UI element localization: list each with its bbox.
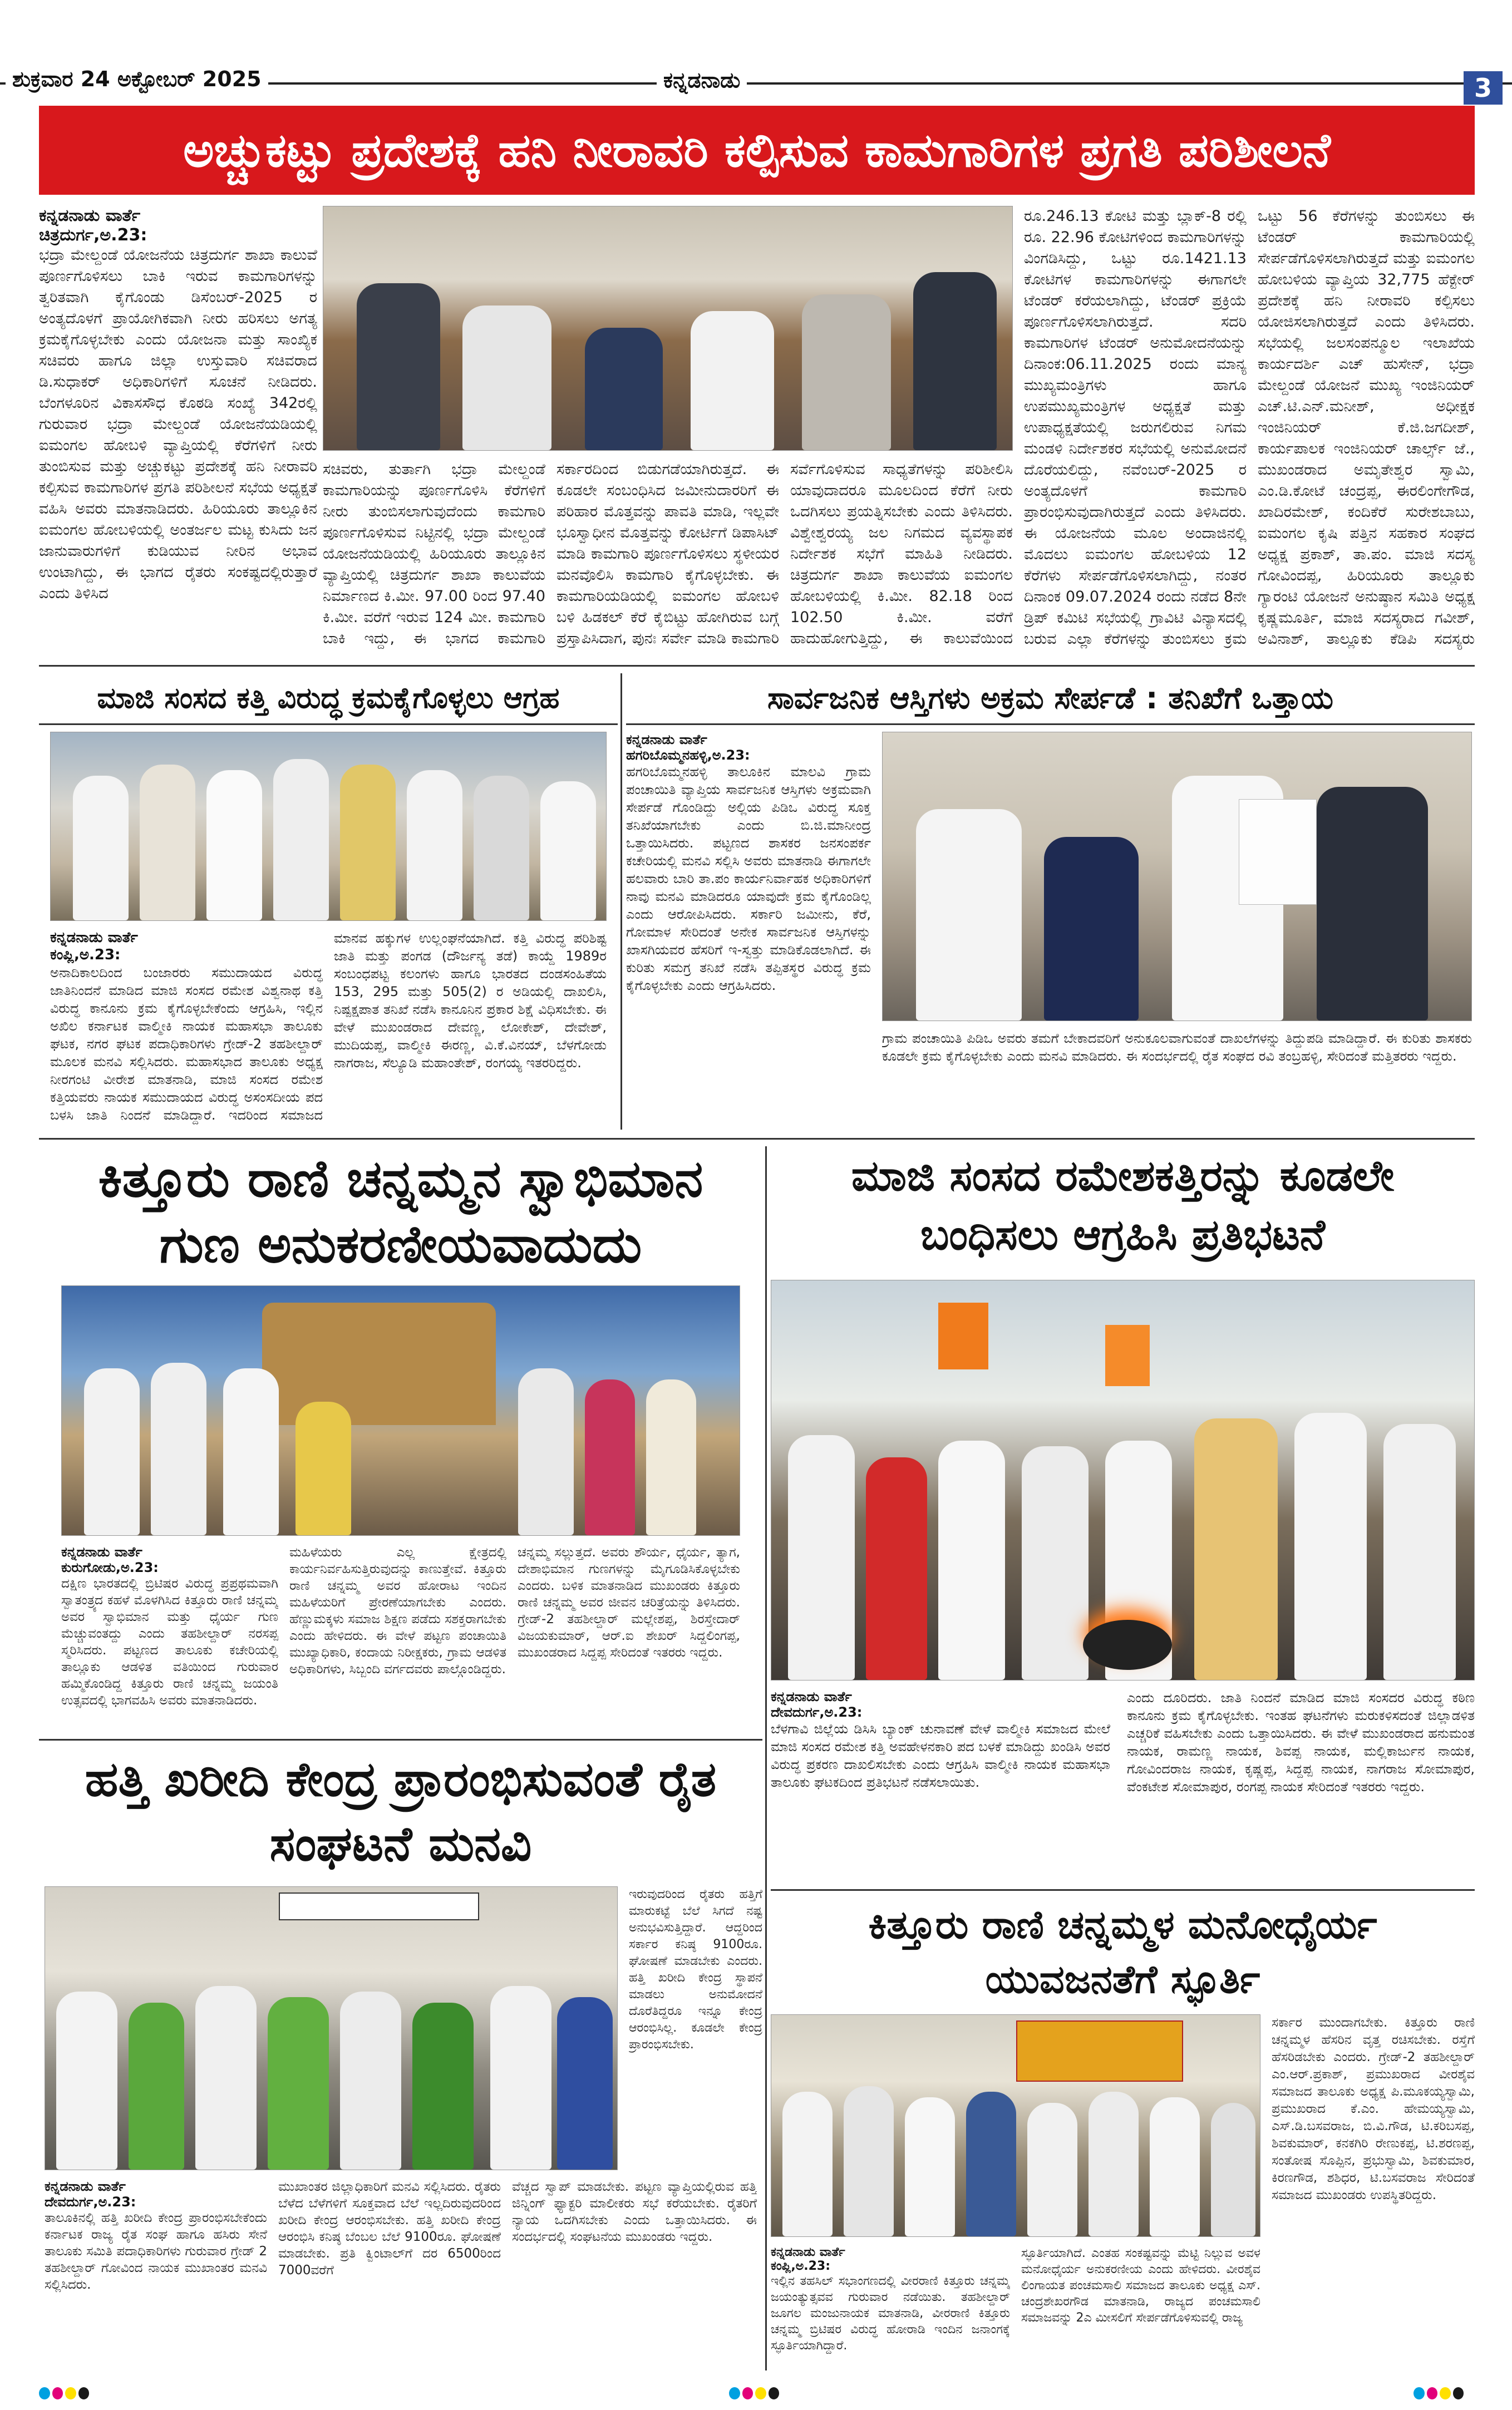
person-figure [1150,2097,1200,2236]
registration-marks-right [1414,2387,1464,2401]
byline: ಕನ್ನಡನಾಡು ವಾರ್ತೆ [50,929,138,946]
byline: ಕನ್ನಡನಾಡು ವಾರ್ತೆ [771,1689,852,1704]
story6-body-2: ಮುಖಾಂತರ ಜಿಲ್ಲಾಧಿಕಾರಿಗೆ ಮನವಿ ಸಲ್ಲಿಸಿದರು. ರೈತರು ಬೆಳೆದ ಬೆಳೆಗಳಿಗೆ ಸೂಕ್ತವಾದ ಬೆಲೆ ಇಲ್ಲದಿರುವುದರಿಂದ ಖರೀದಿ ಕೇಂದ್ರ ಆರಂಭಿಸಬೇಕು. ಹತ್ತಿ ಖರೀದಿ ಕೇಂದ್ರ ಆರಂಭಿಸಿ ಕನಿಷ್ಠ ಬೆಂಬಲ ಬೆಲೆ 9100ರೂ. ಘೋಷಣೆ ಮಾಡಬೇಕು. ಪ್ರತಿ ಕ್ವಿಂಟಾಲ್‌ಗೆ ದರ 6500ರಿಂದ 7000ವರೆಗೆ [278,2180,501,2278]
yellow-dot [65,2387,76,2399]
person-figure [151,1363,206,1535]
story-public-property [626,673,1475,1135]
story7-photo [771,2014,1260,2237]
page-header-band [0,0,1512,50]
dateline: ಹಗರಿಬೊಮ್ಮನಹಳ್ಳಿ,ಅ.23: [626,747,750,763]
section-divider [771,1889,1475,1891]
story6-body-side: ಇರುವುದರಿಂದ ರೈತರು ಹತ್ತಿಗೆ ಮಾರುಕಟ್ಟೆ ಬೆಲೆ ಸಿಗದೆ ನಷ್ಟ ಅನುಭವಿಸುತ್ತಿದ್ದಾರೆ. ಆದ್ದರಿಂದ ಸರ್ಕಾರ ಕನಿಷ್ಠ 9100ರೂ. ಘೋಷಣೆ ಮಾಡಬೇಕು ಎಂದರು. ಹತ್ತಿ ಖರೀದಿ ಕೇಂದ್ರ ಸ್ಥಾಪನೆ ಮಾಡಲು ಅನುಮೋದನೆ ದೊರೆತಿದ್ದರೂ ಇನ್ನೂ ಕೇಂದ್ರ ಆರಂಭಿಸಿಲ್ಲ. ಕೂಡಲೇ ಕೇಂದ್ರ ಪ್ರಾರಂಭಿಸಬೇಕು. [629,1887,762,2052]
byline: ಕನ್ನಡನಾಡು ವಾರ್ತೆ [45,2179,126,2194]
story-chennamma-pride [39,1146,762,1731]
person-figure [56,1992,117,2170]
person-figure [1027,2103,1077,2236]
section-divider [39,665,1475,667]
story6-headline: ಹತ್ತಿ ಖರೀದಿ ಕೇಂದ್ರ ಪ್ರಾರಂಭಿಸುವಂತೆ ರೈತ ಸಂಘಟನೆ ಮನವಿ [85,1752,717,1872]
section-divider [39,1138,1475,1140]
person-figure [73,776,129,920]
story6-photo [45,1886,618,2170]
person-figure [788,1435,855,1680]
person-figure [866,1457,927,1680]
story2-body-2: ಮಾನವ ಹಕ್ಕುಗಳ ಉಲ್ಲಂಘನೆಯಾಗಿದೆ. ಕತ್ತಿ ವಿರುದ್ಧ ಪರಿಶಿಷ್ಟ ಜಾತಿ ಮತ್ತು ಪಂಗಡ (ದೌರ್ಜನ್ಯ ತಡೆ) ಕಾಯ್ದೆ 1989ರ ಸಂಬಂಧಪಟ್ಟ ಕಲಂಗಳು ಹಾಗೂ ಭಾರತದ ದಂಡಸಂಹಿತೆಯ 153, 295 ಮತ್ತು 505(2) ರ ಅಡಿಯಲ್ಲಿ ದಾಖಲಿಸಿ, ನಿಷ್ಪಕ್ಷಪಾತ ತನಿಖೆ ನಡೆಸಿ ಕಾನೂನಿನ ಪ್ರಕಾರ ಶಿಕ್ಷೆ ವಿಧಿಸಬೇಕು. ಈ ವೇಳೆ ಮುಖಂಡರಾದ ದೇವಣ್ಣ, ಲೋಕೇಶ್, ದೇವೇಶ್, ಮುದಿಯಪ್ಪ, ವಾಲ್ಮೀಕಿ ಈರಣ್ಣ, ವಿ.ಕೆ.ವಿನಯ್, ಬೆಳಗೋಡು ನಾಗರಾಜ, ಸೆಲ್ಯೂಡಿ ಮಹಾಂತೇಶ್, ರಂಗಯ್ಯ ಇತರರಿದ್ದರು. [334,930,607,1071]
lead-body-2: ಸಚಿವರು, ತುರ್ತಾಗಿ ಭದ್ರಾ ಮೇಲ್ದಂಡೆ ಕಾಮಗಾರಿಯನ್ನು ಪೂರ್ಣಗೊಳಿಸಿ ಕೆರೆಗಳಿಗೆ ನೀರು ತುಂಬಿಸಲಾಗುವುದೆಂದು ಕಾಮಗಾರಿ ಪೂರ್ಣಗೊಳಿಸುವ ನಿಟ್ಟಿನಲ್ಲಿ ಭದ್ರಾ ಮೇಲ್ದಂಡೆ ಯೋಜನೆಯಡಿಯಲ್ಲಿ ಹಿರಿಯೂರು ತಾಲ್ಲೂಕಿನ ವ್ಯಾಪ್ತಿಯಲ್ಲಿ ಚಿತ್ರದುರ್ಗ ಶಾಖಾ ಕಾಲುವೆಯ ನಿರ್ಮಾಣದ ಕಿ.ಮೀ. 97.00 ರಿಂದ 97.40 ಕಿ.ಮೀ. ವರೆಗೆ ಇರುವ 124 ಮೀ. ಕಾಮಗಾರಿ ಬಾಕಿ ಇದ್ದು, ಈ ಭಾಗದ ಕಾಮಗಾರಿ [323,461,545,647]
story2-body-1: ಅನಾದಿಕಾಲದಿಂದ ಬಂಜಾರರು ಸಮುದಾಯದ ವಿರುದ್ಧ ಜಾತಿನಿಂದನೆ ಮಾಡಿದ ಮಾಜಿ ಸಂಸದ ರಮೇಶ ವಿಶ್ವನಾಥ ಕತ್ತಿ ವಿರುದ್ಧ ಕಾನೂನು ಕ್ರಮ ಕೈಗೊಳ್ಳಬೇಕೆಂದು ಆಗ್ರಹಿಸಿ, ಇಲ್ಲಿನ ಅಖಿಲ ಕರ್ನಾಟಕ ವಾಲ್ಮೀಕಿ ನಾಯಕ ಮಹಾಸಭಾ ತಾಲೂಕು ಘಟಕ, ನಗರ ಘಟಕ ಪದಾಧಿಕಾರಿಗಳು ಗ್ರೇಡ್-2 ತಹಶೀಲ್ದಾರ್ ಮೂಲಕ ಮನವಿ ಸಲ್ಲಿಸಿದರು. ಮಹಾಸಭಾದ ತಾಲೂಕು ಅಧ್ಯಕ್ಷ ನೀರಗಂಟಿ ವೀರೇಶ ಮಾತನಾಡಿ, ಮಾಜಿ ಸಂಸದ ರಮೇಶ ಕತ್ತಿಯವರು ನಾಯಕ ಸಮುದಾಯದ ವಿರುದ್ಧ ಅಸಂಸದೀಯ ಪದ ಬಳಸಿ ಜಾತಿ ನಿಂದನೆ ಮಾಡಿದ್ದಾರೆ. ಇದರಿಂದ ಸಮಾಜದ [50,965,323,1123]
page-number: 3 [1464,71,1503,105]
person-figure [195,1986,257,2170]
story5-body-2: ಎಂದು ದೂರಿದರು. ಜಾತಿ ನಿಂದನೆ ಮಾಡಿದ ಮಾಜಿ ಸಂಸದರ ವಿರುದ್ಧ ಕಠಿಣ ಕಾನೂನು ಕ್ರಮ ಕೈಗೊಳ್ಳಬೇಕು. ಇಂತಹ ಘಟನೆಗಳು ಮರುಕಳಿಸದಂತೆ ಜಿಲ್ಲಾಡಳಿತ ಎಚ್ಚರಿಕೆ ವಹಿಸಬೇಕು ಎಂದು ಒತ್ತಾಯಿಸಿದರು. ಈ ವೇಳೆ ಮುಖಂಡರಾದ ಹನುಮಂತ ನಾಯಕ, ರಾಮಣ್ಣ ನಾಯಕ, ಶಿವಪ್ಪ ನಾಯಕ, ಮಲ್ಲಿಕಾರ್ಜುನ ನಾಯಕ, ಗೋವಿಂದರಾಜ ನಾಯಕ, ಕೃಷ್ಣಪ್ಪ, ಸಿದ್ದಪ್ಪ ನಾಯಕ, ನಾಗರಾಜ ಸೋಮಾಪುರ, ವೆಂಕಟೇಶ ಸೋಮಾಪುರ, ರಂಗಪ್ಪ ನಾಯಕ ಸೇರಿದಂತೆ ಇತರರು ಇದ್ದರು. [1127,1690,1475,1795]
person-figure [407,770,462,920]
lead-article [39,206,1475,657]
person-figure [844,2086,894,2236]
dateline: ಕುರುಗೋಡು,ಅ.23: [61,1560,159,1575]
story2-photo [50,732,607,921]
byline: ಕನ್ನಡನಾಡು ವಾರ್ತೆ [771,2245,845,2259]
story7-headline: ಕಿತ್ತೂರು ರಾಣಿ ಚನ್ನಮ್ಮಳ ಮನೋಧೈರ್ಯ ಯುವಜನತೆಗೆ ಸ್ಫೂರ್ತಿ [868,1902,1377,2002]
person-figure [1317,787,1428,1021]
story2-col1 [50,929,323,1130]
section-divider [39,1739,762,1741]
story5-photo [771,1280,1475,1680]
person-figure [474,776,529,920]
story6-col1 [45,2179,267,2373]
person-figure [268,1997,329,2170]
story4-body-3: ಚನ್ನಮ್ಮ ಸಲ್ಲುತ್ತದೆ. ಅವರು ಶೌರ್ಯ, ಧೈರ್ಯ, ತ್ಯಾಗ, ದೇಶಾಭಿಮಾನ ಗುಣಗಳನ್ನು ಮೈಗೂಡಿಸಿಕೊಳ್ಳಬೇಕು ಎಂದರು. ಬಳಿಕ ಮಾತನಾಡಿದ ಮುಖಂಡರು ಕಿತ್ತೂರು ರಾಣಿ ಚನ್ನಮ್ಮ ಅವರ ಜೀವನ ಚರಿತ್ರೆಯನ್ನು ತಿಳಿಸಿದರು. ಗ್ರೇಡ್-2 ತಹಶೀಲ್ದಾರ್ ಮಲ್ಲೇಶಪ್ಪ, ಶಿರಸ್ತೇದಾರ್ ವಿಜಯಕುಮಾರ್, ಆರ್.ಐ ಶೇಖರ್ ಸಿದ್ದಲಿಂಗಪ್ಪ, ಮುಖಂಡರಾದ ಸಿದ್ದಪ್ಪ ಸೇರಿದಂತೆ ಇತರರು ಇದ್ದರು. [518,1545,740,1660]
dateline: ಕಂಪ್ಲಿ,ಅ.23: [50,947,121,963]
magenta-dot [742,2387,753,2399]
story4-body-2: ಮಹಿಳೆಯರು ಎಲ್ಲ ಕ್ಷೇತ್ರದಲ್ಲಿ ಕಾರ್ಯನಿರ್ವಹಿಸುತ್ತಿರುವುದನ್ನು ಕಾಣುತ್ತೇವೆ. ಕಿತ್ತೂರು ರಾಣಿ ಚನ್ನಮ್ಮ ಅವರ ಹೋರಾಟ ಇಂದಿನ ಮಹಿಳೆಯರಿಗೆ ಪ್ರೇರಣೆಯಾಗಬೇಕು ಎಂದರು. ಹೆಣ್ಣುಮಕ್ಕಳು ಸಮಾಜ ಶಿಕ್ಷಣ ಪಡೆದು ಸಶಕ್ತರಾಗಬೇಕು ಎಂದು ಹೇಳಿದರು. ಈ ವೇಳೆ ಪಟ್ಟಣ ಪಂಚಾಯಿತಿ ಮುಖ್ಯಾಧಿಕಾರಿ, ಕಂದಾಯ ನಿರೀಕ್ಷಕರು, ಗ್ರಾಮ ಆಡಳಿತ ಅಧಿಕಾರಿಗಳು, ಸಿಬ್ಬಂದಿ ವರ್ಗದವರು ಪಾಲ್ಗೊಂಡಿದ್ದರು. [289,1545,506,1677]
cyan-dot [1414,2387,1425,2399]
temple-backdrop [262,1303,496,1425]
person-figure [357,283,440,450]
person-figure [1044,837,1139,1021]
person-figure [340,1992,401,2170]
yellow-dot [1440,2387,1451,2399]
person-figure [462,305,551,450]
person-figure [412,2003,474,2170]
person-figure [540,781,596,920]
story3-headline: ಸಾರ್ವಜನಿಕ ಆಸ್ತಿಗಳು ಅಕ್ರಮ ಸೇರ್ಪಡೆ : ತನಿಖೆಗೆ ಒತ್ತಾಯ [626,673,1475,725]
saffron-flag [938,1303,988,1369]
person-figure [1383,1424,1456,1680]
lead-body-3: ಸರ್ಕಾರದಿಂದ ಬಿಡುಗಡೆಯಾಗಿರುತ್ತದೆ. ಈ ಕೂಡಲೇ ಸಂಬಂಧಿಸಿದ ಜಮೀನುದಾರರಿಗೆ ಈ ಪರಿಹಾರ ಮೊತ್ತವನ್ನು ಪಾವತಿ ಮಾಡಿ, ಇಲ್ಲವೇ ಭೂಸ್ವಾಧೀನ ಮೊತ್ತವನ್ನು ಕೋರ್ಟಿಗೆ ಡಿಪಾಸಿಟ್ ಮಾಡಿ ಕಾಮಗಾರಿ ಪೂರ್ಣಗೊಳಿಸಲು ಸ್ಥಳೀಯರ ಮನವೊಲಿಸಿ ಕಾಮಗಾರಿ ಕೈಗೊಳ್ಳಬೇಕು. ಈ ಕಾಮಗಾರಿಯಡಿಯಲ್ಲಿ ಐಮಂಗಲ ಹೋಬಳಿ ಬಳಿ ಹಿಡಕಲ್ ಕೆರೆ ಕೈಬಿಟ್ಟು ಹೋಗಿರುವ ಬಗ್ಗೆ ಪ್ರಸ್ತಾಪಿಸಿದಾಗ, ಪುನಃ ಸರ್ವೇ ಮಾಡಿ ಕಾಮಗಾರಿ [556,461,779,647]
dateline: ಚಿತ್ರದುರ್ಗ,ಅ.23: [39,225,147,245]
person-figure [223,1368,279,1535]
lead-body-6: ಒಟ್ಟು 56 ಕೆರೆಗಳನ್ನು ತುಂಬಿಸಲು ಈ ಟೆಂಡರ್ ಕಾಮಗಾರಿಯಲ್ಲಿ ಸೇರ್ಪಡೆಗೊಳಿಸಲಾಗಿರುತ್ತದೆ ಮತ್ತು ಐಮಂಗಲ ಹೋಬಳಿಯ ವ್ಯಾಪ್ತಿಯ 32,775 ಹೆಕ್ಟೇರ್ ಪ್ರದೇಶಕ್ಕೆ ಹನಿ ನೀರಾವರಿ ಕಲ್ಪಿಸಲು ಯೋಜಿಸಲಾಗಿರುತ್ತದೆ ಎಂದು ತಿಳಿಸಿದರು. ಸಭೆಯಲ್ಲಿ ಜಲಸಂಪನ್ಮೂಲ ಇಲಾಖೆಯ ಕಾರ್ಯದರ್ಶಿ ಎಚ್ ಹುಸೇನ್, ಭದ್ರಾ ಮೇಲ್ದಂಡೆ ಯೋಜನೆ ಮುಖ್ಯ ಇಂಜಿನಿಯರ್ ಎಚ್.ಟಿ.ಎನ್.ಮನೀಶ್, ಅಧೀಕ್ಷಕ ಇಂಜಿನಿಯರ್ ಕೆ.ಜಿ.ಜಗದೀಶ್, ಕಾರ್ಯಪಾಲಕ ಇಂಜಿನಿಯರ್ ಚಾರ್ಲ್ಸ್ ಜೆ., ಮುಖಂಡರಾದ ಅಮೃತೇಶ್ವರ ಸ್ವಾಮಿ, ಎಂ.ಡಿ.ಕೋಟೆ ಚಂದ್ರಪ್ಪ, ಈರಲಿಂಗೇಗೌಡ, ಖಾದಿರಮೇಶ್, ಕಂದಿಕೆರೆ ಸುರೇಶಬಾಬು, ಐಮಂಗಲ ಕೃಷಿ ಪತ್ತಿನ ಸಹಕಾರ ಸಂಘದ ಅಧ್ಯಕ್ಷ ಪ್ರಕಾಶ್, ತಾ.ಪಂ. ಮಾಜಿ ಸದಸ್ಯ ಗೋವಿಂದಪ್ಪ, ಹಿರಿಯೂರು ತಾಲ್ಲೂಕು ಗ್ಯಾರಂಟಿ ಯೋಜನೆ ಅನುಷ್ಠಾನ ಸಮಿತಿ ಅಧ್ಯಕ್ಷ ಕೃಷ್ಣಮೂರ್ತಿ, ಮಾಜಿ ಸದಸ್ಯರಾದ ಗವೀಶ್, ಅವಿನಾಶ್, ತಾಲ್ಲೂಕು ಕೆಡಿಪಿ ಸದಸ್ಯರು [1258,208,1475,648]
story5-headline: ಮಾಜಿ ಸಂಸದ ರಮೇಶಕತ್ತಿರನ್ನು ಕೂಡಲೇ ಬಂಧಿಸಲು ಆಗ್ರಹಿಸಿ ಪ್ರತಿಭಟನೆ [851,1151,1395,1259]
column-divider [765,1146,767,2370]
issue-date: ಶುಕ್ರವಾರ 24 ಅಕ್ಟೋಬರ್ 2025 [6,66,268,93]
person-figure [782,2092,833,2236]
lead-body-4: ಸರ್ವೆಗೊಳಿಸುವ ಸಾಧ್ಯತೆಗಳನ್ನು ಪರಿಶೀಲಿಸಿ ಯಾವುದಾದರೂ ಮೂಲದಿಂದ ಕೆರೆಗೆ ನೀರು ಒದಗಿಸಲು ಪ್ರಯತ್ನಿಸಬೇಕು ಎಂದು ತಿಳಿಸಿದರು. ವಿಶ್ವೇಶ್ವರಯ್ಯ ಜಲ ನಿಗಮದ ವ್ಯವಸ್ಥಾಪಕ ನಿರ್ದೇಶಕ ಸಭೆಗೆ ಮಾಹಿತಿ ನೀಡಿದರು. ಚಿತ್ರದುರ್ಗ ಶಾಖಾ ಕಾಲುವೆಯ ಐಮಂಗಲ ಹೋಬಳಿಯಲ್ಲಿ ಕಿ.ಮೀ. 82.18 ರಿಂದ 102.50 ಕಿ.ಮೀ. ವರೆಗೆ ಹಾದುಹೋಗುತ್ತಿದ್ದು, ಈ ಕಾಲುವೆಯಿಂದ [790,461,1013,647]
lead-photo-meeting [323,206,1013,451]
person-figure [557,1997,613,2170]
yellow-dot [755,2387,766,2399]
column-divider [620,673,622,1130]
person-figure [905,2097,955,2236]
dateline: ದೇವದುರ್ಗ,ಅ.23: [771,1704,863,1720]
story-chennamma-inspiration [771,1898,1475,2376]
lead-body-1: ಭದ್ರಾ ಮೇಲ್ದಂಡೆ ಯೋಜನೆಯ ಚಿತ್ರದುರ್ಗ ಶಾಖಾ ಕಾಲುವೆ ಪೂರ್ಣಗೊಳಿಸಲು ಬಾಕಿ ಇರುವ ಕಾಮಗಾರಿಗಳನ್ನು ತ್ವರಿತವಾಗಿ ಕೈಗೊಂಡು ಡಿಸೆಂಬರ್-2025 ರ ಅಂತ್ಯದೊಳಗೆ ಪ್ರಾಯೋಗಿಕವಾಗಿ ನೀರು ಹರಿಸಲು ಅಗತ್ಯ ಕ್ರಮಕೈಗೊಳ್ಳಬೇಕು ಎಂದು ಯೋಜನಾ ಮತ್ತು ಸಾಂಖ್ಯಿಕ ಸಚಿವರು ಹಾಗೂ ಜಿಲ್ಲಾ ಉಸ್ತುವಾರಿ ಸಚಿವರಾದ ಡಿ.ಸುಧಾಕರ್ ಅಧಿಕಾರಿಗಳಿಗೆ ಸೂಚನೆ ನೀಡಿದರು. ಬೆಂಗಳೂರಿನ ವಿಕಾಸಸೌಧ ಕೊಠಡಿ ಸಂಖ್ಯೆ 342ರಲ್ಲಿ ಗುರುವಾರ ಭದ್ರಾ ಮೇಲ್ದಂಡೆ ಯೋಜನೆಯಡಿಯಲ್ಲಿ ಐಮಂಗಲ ಹೋಬಳಿ ವ್ಯಾಪ್ತಿಯಲ್ಲಿ ಕೆರೆಗಳಿಗೆ ನೀರು ತುಂಬಿಸುವ ಮತ್ತು ಅಚ್ಚುಕಟ್ಟು ಪ್ರದೇಶಕ್ಕೆ ಹನಿ ನೀರಾವರಿ ಕಲ್ಪಿಸುವ ಕಾಮಗಾರಿಗಳ ಪ್ರಗತಿ ಪರಿಶೀಲನೆ ಸಭೆಯ ಅಧ್ಯಕ್ಷತೆ ವಹಿಸಿ ಅವರು ಮಾತನಾಡಿದರು. ಹಿರಿಯೂರು ತಾಲ್ಲೂಕಿನ ಐಮಂಗಲ ಹೋಬಳಿಯಲ್ಲಿ ಅಂತರ್ಜಲ ಮಟ್ಟ ಕುಸಿದು ಜನ ಜಾನುವಾರುಗಳಿಗೆ ಕುಡಿಯುವ ನೀರಿನ ಅಭಾವ ಉಂಟಾಗಿದ್ದು, ಈ ಭಾಗದ ರೈತರು ಸಂಕಷ್ಟದಲ್ಲಿರುತ್ತಾರೆ ಎಂದು ತಿಳಿಸಿದ [39,247,317,602]
story7-col1 [771,2245,1010,2373]
person-figure [340,765,396,920]
story4-body-1: ದಕ್ಷಿಣ ಭಾರತದಲ್ಲಿ ಬ್ರಿಟಿಷರ ವಿರುದ್ಧ ಪ್ರಪ್ರಥಮವಾಗಿ ಸ್ವಾತಂತ್ರ್ಯದ ಕಹಳೆ ಮೊಳಗಿಸಿದ ಕಿತ್ತೂರು ರಾಣಿ ಚನ್ನಮ್ಮ ಅವರ ಸ್ವಾಭಿಮಾನ ಮತ್ತು ಧೈರ್ಯ ಗುಣ ಮೆಚ್ಚುವಂತದ್ದು ಎಂದು ತಹಶೀಲ್ದಾರ್ ನರಸಪ್ಪ ಸ್ಮರಿಸಿದರು. ಪಟ್ಟಣದ ತಾಲೂಕು ಕಚೇರಿಯಲ್ಲಿ ತಾಲ್ಲೂಕು ಆಡಳಿತ ವತಿಯಿಂದ ಗುರುವಾರ ಹಮ್ಮಿಕೊಂಡಿದ್ದ ಕಿತ್ತೂರು ರಾಣಿ ಚನ್ನಮ್ಮ ಜಯಂತಿ ಉತ್ಸವದಲ್ಲಿ ಭಾಗವಹಿಸಿ ಅವರು ಮಾತನಾಡಿದರು. [61,1576,278,1708]
lead-body-5: ರೂ.246.13 ಕೋಟಿ ಮತ್ತು ಬ್ಲಾಕ್-8 ರಲ್ಲಿ ರೂ. 22.96 ಕೋಟಿಗಳಿಂದ ಕಾಮಗಾರಿಗಳನ್ನು ವಿಂಗಡಿಸಿದ್ದು, ಒಟ್ಟು ರೂ.1421.13 ಕೋಟಿಗಳ ಕಾಮಗಾರಿಗಳನ್ನು ಈಗಾಗಲೇ ಟೆಂಡರ್ ಕರೆಯಲಾಗಿದ್ದು, ಟೆಂಡರ್ ಪ್ರಕ್ರಿಯೆ ಪೂರ್ಣಗೊಳಿಸಲಾಗಿರುತ್ತದೆ. ಸದರಿ ಕಾಮಗಾರಿಗಳ ಟೆಂಡರ್ ಅನುಮೋದನೆಯನ್ನು ದಿನಾಂಕ:06.11.2025 ರಂದು ಮಾನ್ಯ ಮುಖ್ಯಮಂತ್ರಿಗಳು ಹಾಗೂ ಉಪಮುಖ್ಯಮಂತ್ರಿಗಳ ಅಧ್ಯಕ್ಷತೆ ಮತ್ತು ಉಪಾಧ್ಯಕ್ಷತೆಯಲ್ಲಿ ಜರುಗಲಿರುವ ನಿಗಮ ಮಂಡಳಿ ನಿರ್ದೇಶಕರ ಸಭೆಯಲ್ಲಿ ಅನುಮೋದನೆ ದೊರೆಯಲಿದ್ದು, ನವೆಂಬರ್-2025 ರ ಅಂತ್ಯದೊಳಗೆ ಕಾಮಗಾರಿ ಪ್ರಾರಂಭಿಸುವುದಾಗಿರುತ್ತದೆ ಎಂದು ತಿಳಿಸಿದರು. ಈ ಯೋಜನೆಯ ಮೂಲ ಅಂದಾಜಿನಲ್ಲಿ ಮೊದಲು ಐಮಂಗಲ ಹೋಬಳಿಯ 12 ಕೆರೆಗಳು ಸೇರ್ಪಡೆಗೊಳಿಸಲಾಗಿದ್ದು, ನಂತರ ದಿನಾಂಕ 09.07.2024 ರಂದು ನಡೆದ 8ನೇ ಡ್ರಿಪ್ ಕಮಿಟಿ ಸಭೆಯಲ್ಲಿ ಗ್ರಾವಿಟಿ ವಿನ್ಯಾಸದಲ್ಲಿ ಬರುವ ಎಲ್ಲಾ ಕೆರೆಗಳನ್ನು ತುಂಬಿಸಲು ಕ್ರಮ [1024,208,1247,648]
dateline: ದೇವದುರ್ಗ,ಅ.23: [45,2194,136,2210]
person-figure [1211,2103,1255,2236]
story-katti-protest [771,1146,1475,1881]
story6-body-1: ತಾಲೂಕಿನಲ್ಲಿ ಹತ್ತಿ ಖರೀದಿ ಕೇಂದ್ರ ಪ್ರಾರಂಭಿಸಬೇಕೆಂದು ಕರ್ನಾಟಕ ರಾಜ್ಯ ರೈತ ಸಂಘ ಹಾಗೂ ಹಸಿರು ಸೇನೆ ತಾಲೂಕು ಸಮಿತಿ ಪದಾಧಿಕಾರಿಗಳು ಗುರುವಾರ ಗ್ರೇಡ್ 2 ತಹಶೀಲ್ದಾರ್ ಗೋವಿಂದ ನಾಯಕ ಮುಖಾಂತರ ಮನವಿ ಸಲ್ಲಿಸಿದರು. [45,2211,267,2292]
story-cotton-centre [39,1747,762,2376]
story7-body-3: ಸರ್ಕಾರ ಮುಂದಾಗಬೇಕು. ಕಿತ್ತೂರು ರಾಣಿ ಚನ್ನಮ್ಮಳ ಹೆಸರಿನ ವೃತ್ತ ರಚಿಸಬೇಕು. ರಸ್ತೆಗೆ ಹೆಸರಿಡಬೇಕು ಎಂದರು. ಗ್ರೇಡ್-2 ತಹಶೀಲ್ದಾರ್ ಎಂ.ಆರ್.ಪ್ರಕಾಶ್, ಪ್ರಮುಖರಾದ ವೀರಶೈವ ಸಮಾಜದ ತಾಲೂಕು ಅಧ್ಯಕ್ಷ ಪಿ.ಮೂಕಯ್ಯಸ್ವಾಮಿ, ಪ್ರಮುಖರಾದ ಕೆ.ಎಂ. ಹೇಮಯ್ಯಸ್ವಾಮಿ, ಎಸ್.ಡಿ.ಬಸವರಾಜ, ಬಿ.ವಿ.ಗೌಡ, ಟಿ.ಕರಿಬಸಪ್ಪ, ಶಿವಕುಮಾರ್, ಕನಕಗಿರಿ ರೇಣುಕಪ್ಪ, ಟಿ.ಶರಣಪ್ಪ, ಸಂತೋಷ ಸೊಪ್ಪಿನ, ಪ್ರಭುಸ್ವಾಮಿ, ಶಿವಕುಮಾರ, ಕಿರಣಗೌಡ, ಶಶಿಧರ, ಟಿ.ಬಸವರಾಜ ಸೇರಿದಂತೆ ಸಮಾಜದ ಮುಖಂಡರು ಉಪಸ್ಥಿತರಿದ್ದರು. [1272,2015,1475,2202]
person-figure [129,2003,184,2170]
story4-col1 [61,1544,278,1728]
magenta-dot [52,2387,63,2399]
black-dot [1453,2387,1464,2399]
story7-body-1: ಇಲ್ಲಿನ ತಹಸಿಲ್ ಸಭಾಂಗಣದಲ್ಲಿ ವೀರರಾಣಿ ಕಿತ್ತೂರು ಚನ್ನಮ್ಮ ಜಯಂತ್ಯುತ್ಸವವ ಗುರುವಾರ ನಡೆಯಿತು. ತಹಶೀಲ್ದಾರ್ ಜೂಗಲ ಮಂಜುನಾಯಕ ಮಾತನಾಡಿ, ವೀರರಾಣಿ ಕಿತ್ತೂರು ಚನ್ನಮ್ಮ ಬ್ರಿಟಿಷರ ವಿರುದ್ಧ ಹೋರಾಡಿ ಇಂದಿನ ಜನಾಂಗಕ್ಕೆ ಸ್ಫೂರ್ತಿಯಾಗಿದ್ದಾರೆ. [771,2274,1010,2353]
person-figure [916,809,1022,1021]
story5-col1 [771,1689,1110,1878]
masthead-title: ಕನ್ನಡನಾಡು [657,67,747,94]
person-figure [691,311,774,450]
magenta-dot [1427,2387,1438,2399]
black-dot [769,2387,780,2399]
person-figure [295,1402,351,1535]
person-figure [273,759,329,920]
story3-body-2: ಗ್ರಾಮ ಪಂಚಾಯಿತಿ ಪಿಡಿಒ ಅವರು ತಮಗೆ ಬೇಕಾದವರಿಗೆ ಅನುಕೂಲವಾಗುವಂತೆ ದಾಖಲೆಗಳನ್ನು ತಿದ್ದುಪಡಿ ಮಾಡಿದ್ದಾರೆ. ಈ ಕುರಿತು ಶಾಸಕರು ಕೂಡಲೇ ಕ್ರಮ ಕೈಗೊಳ್ಳಬೇಕು ಎಂದು ಮನವಿ ಮಾಡಿದರು. ಈ ಸಂದರ್ಭದಲ್ಲಿ ರೈತ ಸಂಘದ ರವಿ ತಂಬ್ರಹಳ್ಳಿ, ಸೇರಿದಂತೆ ಮತ್ತಿತರರು ಇದ್ದರು. [882,1031,1472,1064]
story3-col1 [626,732,871,1132]
person-figure [518,1368,574,1535]
person-figure [490,1986,551,2170]
person-figure [585,328,663,450]
person-figure [84,1368,140,1535]
dateline: ಕಂಪ್ಲಿ,ಅ.23: [771,2259,830,2273]
cyan-dot [39,2387,50,2399]
story4-photo [61,1285,740,1536]
byline: ಕನ್ನಡನಾಡು ವಾರ್ತೆ [61,1544,142,1560]
black-dot [78,2387,90,2399]
cyan-dot [729,2387,740,2399]
petition-paper [1239,799,1317,905]
burning-effigy [1083,1620,1172,1670]
person-figure [938,1441,1005,1680]
person-figure [1022,1446,1089,1680]
saffron-flag [1105,1325,1150,1386]
person-figure [1294,1413,1367,1680]
person-figure [206,770,262,920]
event-banner [1016,2020,1183,2082]
person-figure [966,2092,1016,2236]
story7-body-2: ಸ್ಫೂರ್ತಿಯಾಗಿದೆ. ಎಂತಹ ಸಂಕಷ್ಟವನ್ನು ಮೆಟ್ಟಿ ನಿಲ್ಲುವ ಅವಳ ಮನೋಧೈರ್ಯ ಅನುಕರಣೀಯ ಎಂದು ಹೇಳಿದರು. ವೀರಶೈವ ಲಿಂಗಾಯತ ಪಂಚಮಸಾಲಿ ಸಮಾಜದ ತಾಲೂಕು ಅಧ್ಯಕ್ಷ ಎಸ್. ಚಂದ್ರಶೇಖರಗೌಡ ಮಾತನಾಡಿ, ರಾಜ್ಯದ ಪಂಚಮಸಾಲಿ ಸಮಾಜವನ್ನು 2ಎ ಮೀಸಲಿಗೆ ಸೇರ್ಪಡೆಗೊಳಿಸುವಲ್ಲಿ ರಾಜ್ಯ [1021,2246,1260,2325]
story3-body-1: ಹಗರಿಬೊಮ್ಮನಹಳ್ಳಿ ತಾಲೂಕಿನ ಮಾಲವಿ ಗ್ರಾಮ ಪಂಚಾಯಿತಿ ವ್ಯಾಪ್ತಿಯ ಸಾರ್ವಜನಿಕ ಆಸ್ತಿಗಳು ಅಕ್ರಮವಾಗಿ ಸೇರ್ಪಡೆ ಗೊಂಡಿದ್ದು ಅಲ್ಲಿಯ ಪಿಡಿಒ ವಿರುದ್ಧ ಸೂಕ್ತ ತನಿಖೆಯಾಗಬೇಕು ಎಂದು ಬಿ.ಜಿ.ಮಾನೀಂದ್ರ ಒತ್ತಾಯಿಸಿದರು. ಪಟ್ಟಣದ ಶಾಸಕರ ಜನಸಂಪರ್ಕ ಕಚೇರಿಯಲ್ಲಿ ಮನವಿ ಸಲ್ಲಿಸಿ ಅವರು ಮಾತನಾಡಿ ಈಗಾಗಲೇ ಹಲವಾರು ಬಾರಿ ತಾ.ಪಂ ಕಾರ್ಯನಿರ್ವಾಹಕ ಅಧಿಕಾರಿಗಳಿಗೆ ನಾವು ಮನವಿ ಮಾಡಿದರೂ ಯಾವುದೇ ಕ್ರಮ ಕೈಗೊಂಡಿಲ್ಲ ಎಂದು ಆರೋಪಿಸಿದರು. ಸರ್ಕಾರಿ ಜಮೀನು, ಕೆರೆ, ಗೋಮಾಳ ಸೇರಿದಂತೆ ಅನೇಕ ಸಾರ್ವಜನಿಕ ಆಸ್ತಿಗಳನ್ನು ಖಾಸಗಿಯವರ ಹೆಸರಿಗೆ ಇ-ಸ್ವತ್ತು ಮಾಡಿಕೊಡಲಾಗಿದೆ. ಈ ಕುರಿತು ಸಮಗ್ರ ತನಿಖೆ ನಡೆಸಿ ತಪ್ಪಿತಸ್ಥರ ವಿರುದ್ಧ ಕ್ರಮ ಕೈಗೊಳ್ಳಬೇಕು ಎಂದು ಆಗ್ರಹಿಸಿದರು. [626,764,871,993]
lead-headline: ಅಚ್ಚುಕಟ್ಟು ಪ್ರದೇಶಕ್ಕೆ ಹನಿ ನೀರಾವರಿ ಕಲ್ಪಿಸುವ ಕಾಮಗಾರಿಗಳ ಪ್ರಗತಿ ಪರಿಶೀಲನೆ [39,106,1475,195]
byline: ಕನ್ನಡನಾಡು ವಾರ್ತೆ [626,732,707,747]
registration-marks-left [39,2387,89,2401]
story3-photo [882,732,1472,1021]
person-figure [802,294,891,450]
person-figure [585,1379,635,1535]
story5-body-1: ಬೆಳಗಾವಿ ಜಿಲ್ಲೆಯ ಡಿಸಿಸಿ ಬ್ಯಾಂಕ್ ಚುನಾವಣೆ ವೇಳೆ ವಾಲ್ಮೀಕಿ ಸಮಾಜದ ಮೇಲೆ ಮಾಜಿ ಸಂಸದ ರಮೇಶ ಕತ್ತಿ ಅವಹೇಳನಕಾರಿ ಪದ ಬಳಕೆ ಮಾಡಿದ್ದು ಖಂಡಿಸಿ ಅವರ ವಿರುದ್ಧ ಪ್ರಕರಣ ದಾಖಲಿಸಬೇಕು ಎಂದು ಆಗ್ರಹಿಸಿ ವಾಲ್ಮೀಕಿ ನಾಯಕ ಮಹಾಸಭಾ ತಾಲೂಕು ಘಟಕದಿಂದ ಪ್ರತಿಭಟನೆ ನಡೆಸಲಾಯಿತು. [771,1721,1110,1790]
registration-marks-center [729,2387,779,2401]
person-figure [1194,1418,1278,1680]
person-figure [1089,2092,1139,2236]
person-figure [913,272,997,450]
story4-headline: ಕಿತ್ತೂರು ರಾಣಿ ಚನ್ನಮ್ಮನ ಸ್ವಾಭಿಮಾನ ಗುಣ ಅನುಕರಣೀಯವಾದುದು [98,1149,703,1274]
person-figure [140,765,195,920]
office-signboard [279,1892,479,1920]
lead-col1 [39,206,317,651]
byline: ಕನ್ನಡನಾಡು ವಾರ್ತೆ [39,206,141,225]
story6-body-3: ವೆಚ್ಚದ ಸ್ವಾಪ್ ಮಾಡಬೇಕು. ಪಟ್ಟಣ ವ್ಯಾಪ್ತಿಯಲ್ಲಿರುವ ಹತ್ತಿ ಜಿನ್ನಿಂಗ್ ಫ್ಯಾಕ್ಟರಿ ಮಾಲೀಕರು ಸಭೆ ಕರೆಯಬೇಕು. ರೈತರಿಗೆ ನ್ಯಾಯ ಒದಗಿಸಬೇಕು ಎಂದು ಒತ್ತಾಯಿಸಿದರು. ಈ ಸಂದರ್ಭದಲ್ಲಿ ಸಂಘಟನೆಯ ಮುಖಂಡರು ಇದ್ದರು. [512,2180,757,2244]
person-figure [646,1379,696,1535]
story2-headline: ಮಾಜಿ ಸಂಸದ ಕತ್ತಿ ವಿರುದ್ಧ ಕ್ರಮಕೈಗೊಳ್ಳಲು ಆಗ್ರಹ [39,673,618,725]
story-katti-action [39,673,618,1135]
